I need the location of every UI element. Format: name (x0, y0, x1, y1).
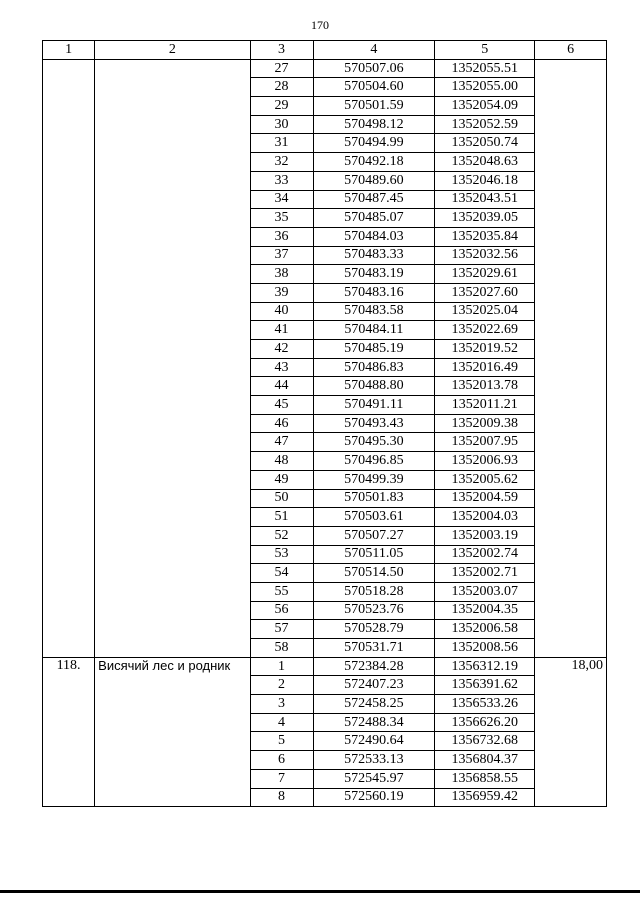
coordinate-x: 570487.45 (313, 190, 435, 209)
header-row (43, 41, 607, 60)
coordinate-x: 570485.19 (313, 340, 435, 359)
coordinate-x: 570523.76 (313, 601, 435, 620)
point-number: 29 (250, 97, 313, 116)
coordinate-x: 570484.11 (313, 321, 435, 340)
coordinate-y: 1352048.63 (435, 153, 535, 172)
coordinate-y: 1356626.20 (435, 713, 535, 732)
coordinate-y: 1356858.55 (435, 769, 535, 788)
point-number: 7 (250, 769, 313, 788)
coordinate-y: 1352055.51 (435, 59, 535, 78)
coordinate-x: 570484.03 (313, 227, 435, 246)
coordinate-y: 1352027.60 (435, 283, 535, 302)
coordinate-x: 570518.28 (313, 582, 435, 601)
coordinate-x: 570495.30 (313, 433, 435, 452)
coordinate-x: 570501.59 (313, 97, 435, 116)
coordinate-x: 570531.71 (313, 639, 435, 658)
coordinate-y: 1352009.38 (435, 414, 535, 433)
coordinate-y: 1356391.62 (435, 676, 535, 695)
coordinate-y: 1352029.61 (435, 265, 535, 284)
coordinate-x: 572407.23 (313, 676, 435, 695)
coordinate-y: 1352046.18 (435, 171, 535, 190)
coordinate-x: 570483.33 (313, 246, 435, 265)
coordinate-x: 572490.64 (313, 732, 435, 751)
point-number: 28 (250, 78, 313, 97)
point-number: 8 (250, 788, 313, 807)
coordinate-y: 1352016.49 (435, 358, 535, 377)
point-number: 33 (250, 171, 313, 190)
coordinate-x: 570486.83 (313, 358, 435, 377)
point-number: 45 (250, 396, 313, 415)
coordinate-y: 1352035.84 (435, 227, 535, 246)
coordinate-x: 570507.06 (313, 59, 435, 78)
coordinate-x: 572458.25 (313, 695, 435, 714)
blank-cell-area (535, 59, 607, 657)
coordinate-y: 1352005.62 (435, 470, 535, 489)
point-number: 6 (250, 751, 313, 770)
point-number: 35 (250, 209, 313, 228)
coordinate-y: 1352004.35 (435, 601, 535, 620)
header-col-2: 2 (95, 41, 250, 60)
coordinate-x: 570498.12 (313, 115, 435, 134)
coordinate-y: 1352004.59 (435, 489, 535, 508)
coordinate-y: 1352050.74 (435, 134, 535, 153)
header-col-5: 5 (435, 41, 535, 60)
point-number: 41 (250, 321, 313, 340)
coordinate-x: 572488.34 (313, 713, 435, 732)
point-number: 42 (250, 340, 313, 359)
coordinate-x: 570504.60 (313, 78, 435, 97)
coordinate-y: 1356312.19 (435, 657, 535, 676)
coordinate-y: 1352025.04 (435, 302, 535, 321)
coordinate-x: 570483.58 (313, 302, 435, 321)
coordinate-y: 1352004.03 (435, 508, 535, 527)
object-name: Висячий лес и родник (95, 657, 250, 807)
point-number: 54 (250, 564, 313, 583)
coordinate-y: 1352003.07 (435, 582, 535, 601)
coordinate-y: 1352039.05 (435, 209, 535, 228)
point-number: 27 (250, 59, 313, 78)
table-row (43, 59, 607, 78)
coordinate-x: 570511.05 (313, 545, 435, 564)
coordinate-x: 570493.43 (313, 414, 435, 433)
coordinate-x: 572384.28 (313, 657, 435, 676)
coordinate-x: 572533.13 (313, 751, 435, 770)
blank-cell-name (95, 59, 250, 657)
coordinate-x: 572560.19 (313, 788, 435, 807)
point-number: 43 (250, 358, 313, 377)
coordinate-y: 1352002.71 (435, 564, 535, 583)
coordinate-x: 570528.79 (313, 620, 435, 639)
point-number: 52 (250, 526, 313, 545)
coordinate-y: 1356804.37 (435, 751, 535, 770)
bottom-rule (0, 890, 640, 893)
table-row (43, 657, 607, 676)
coordinate-x: 570494.99 (313, 134, 435, 153)
coordinate-x: 570496.85 (313, 452, 435, 471)
coordinate-y: 1352003.19 (435, 526, 535, 545)
point-number: 34 (250, 190, 313, 209)
coordinate-y: 1352019.52 (435, 340, 535, 359)
coordinate-x: 570483.16 (313, 283, 435, 302)
coordinate-y: 1352022.69 (435, 321, 535, 340)
point-number: 40 (250, 302, 313, 321)
point-number: 4 (250, 713, 313, 732)
point-number: 50 (250, 489, 313, 508)
point-number: 3 (250, 695, 313, 714)
point-number: 51 (250, 508, 313, 527)
object-index: 118. (43, 657, 95, 807)
coordinate-x: 570485.07 (313, 209, 435, 228)
coordinate-y: 1356959.42 (435, 788, 535, 807)
coordinate-x: 570489.60 (313, 171, 435, 190)
header-col-6: 6 (535, 41, 607, 60)
coordinate-y: 1352011.21 (435, 396, 535, 415)
point-number: 39 (250, 283, 313, 302)
header-col-4: 4 (313, 41, 435, 60)
coordinate-x: 570503.61 (313, 508, 435, 527)
point-number: 36 (250, 227, 313, 246)
point-number: 1 (250, 657, 313, 676)
point-number: 31 (250, 134, 313, 153)
page-number: 170 (311, 18, 329, 32)
coordinate-y: 1352054.09 (435, 97, 535, 116)
coordinate-y: 1352043.51 (435, 190, 535, 209)
coordinate-x: 570488.80 (313, 377, 435, 396)
coordinate-y: 1352006.93 (435, 452, 535, 471)
point-number: 56 (250, 601, 313, 620)
header-col-1: 1 (43, 41, 95, 60)
coordinate-y: 1356732.68 (435, 732, 535, 751)
coordinate-y: 1352055.00 (435, 78, 535, 97)
object-area: 18,00 (535, 657, 607, 807)
header-col-3: 3 (250, 41, 313, 60)
coordinate-y: 1352007.95 (435, 433, 535, 452)
coordinate-x: 570492.18 (313, 153, 435, 172)
coordinate-x: 570499.39 (313, 470, 435, 489)
coordinate-x: 570514.50 (313, 564, 435, 583)
point-number: 48 (250, 452, 313, 471)
coordinate-x: 572545.97 (313, 769, 435, 788)
coordinate-y: 1352008.56 (435, 639, 535, 658)
point-number: 46 (250, 414, 313, 433)
point-number: 57 (250, 620, 313, 639)
point-number: 38 (250, 265, 313, 284)
point-number: 55 (250, 582, 313, 601)
coordinate-x: 570491.11 (313, 396, 435, 415)
coordinate-y: 1352032.56 (435, 246, 535, 265)
coordinates-table (42, 40, 607, 807)
blank-cell-index (43, 59, 95, 657)
table-body (43, 59, 607, 807)
coordinate-x: 570501.83 (313, 489, 435, 508)
point-number: 47 (250, 433, 313, 452)
coordinate-y: 1352013.78 (435, 377, 535, 396)
coordinate-x: 570483.19 (313, 265, 435, 284)
point-number: 30 (250, 115, 313, 134)
point-number: 2 (250, 676, 313, 695)
point-number: 32 (250, 153, 313, 172)
point-number: 49 (250, 470, 313, 489)
coordinate-y: 1352006.58 (435, 620, 535, 639)
point-number: 53 (250, 545, 313, 564)
point-number: 37 (250, 246, 313, 265)
coordinate-y: 1352052.59 (435, 115, 535, 134)
point-number: 44 (250, 377, 313, 396)
point-number: 58 (250, 639, 313, 658)
coordinate-y: 1352002.74 (435, 545, 535, 564)
point-number: 5 (250, 732, 313, 751)
coordinate-y: 1356533.26 (435, 695, 535, 714)
coordinate-x: 570507.27 (313, 526, 435, 545)
